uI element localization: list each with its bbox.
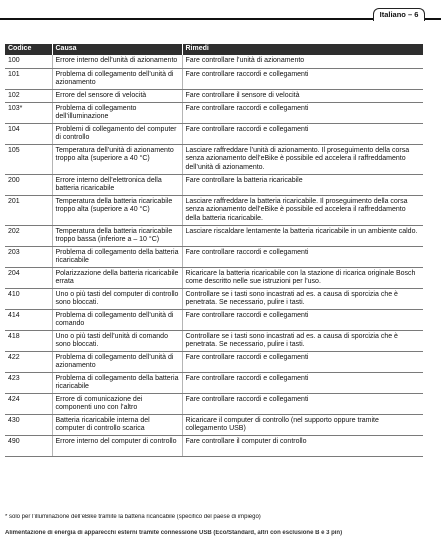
remedy-cell: Fare controllare raccordi e collegamenti bbox=[182, 246, 423, 267]
table-row bbox=[5, 435, 423, 456]
remedy-cell: Fare controllare l’unità di azionamento bbox=[182, 55, 423, 68]
cause-cell: Problemi di collegamento del computer di controllo bbox=[52, 123, 182, 144]
cause-cell: Uno o più tasti del computer di controllo sono bloccati. bbox=[52, 288, 182, 309]
page-header bbox=[0, 0, 441, 24]
code-cell: 424 bbox=[5, 393, 52, 414]
cause-cell: Problema di collegamento dell’illuminazione bbox=[52, 102, 182, 123]
code-cell: 101 bbox=[5, 68, 52, 89]
error-code-table-wrap bbox=[5, 44, 423, 457]
table-row bbox=[5, 144, 423, 174]
table-header-row bbox=[5, 44, 423, 55]
cause-cell: Problema di collegamento della batteria ricaricabile bbox=[52, 246, 182, 267]
cut-off-heading: Alimentazione di energia di apparecchi esterni tramite connessione USB (Eco/Standard, altri con esclusione B e 3 pin) bbox=[5, 530, 343, 536]
code-cell: 201 bbox=[5, 195, 52, 225]
code-cell: 430 bbox=[5, 414, 52, 435]
header-cause: Causa bbox=[52, 44, 182, 55]
remedy-cell: Lasciare raffreddare la batteria ricaricabile. Il proseguimento della corsa senza azionamento dell’eBike è possibile ed accelera il raffreddamento della batteria ricaricabile. bbox=[182, 195, 423, 225]
table-row bbox=[5, 55, 423, 68]
cause-cell: Errore del sensore di velocità bbox=[52, 89, 182, 102]
cause-cell: Problema di collegamento dell’unità di azionamento bbox=[52, 351, 182, 372]
footnote: * solo per l’illuminazione dell’eBike tramite la batteria ricaricabile (specifico del paese di impiego) bbox=[5, 514, 261, 520]
remedy-cell: Fare controllare il computer di controllo bbox=[182, 435, 423, 456]
remedy-cell: Ricaricare la batteria ricaricabile con la stazione di ricarica originale Bosch come descritto nelle sue istruzioni per l’uso. bbox=[182, 267, 423, 288]
code-cell: 418 bbox=[5, 330, 52, 351]
table-row bbox=[5, 225, 423, 246]
table-row bbox=[5, 288, 423, 309]
table-row bbox=[5, 393, 423, 414]
remedy-cell: Lasciare riscaldare lentamente la batteria ricaricabile in un ambiente caldo. bbox=[182, 225, 423, 246]
table-row bbox=[5, 414, 423, 435]
cause-cell: Polarizzazione della batteria ricaricabile errata bbox=[52, 267, 182, 288]
code-cell: 204 bbox=[5, 267, 52, 288]
table-row bbox=[5, 195, 423, 225]
code-cell: 410 bbox=[5, 288, 52, 309]
remedy-cell: Fare controllare il sensore di velocità bbox=[182, 89, 423, 102]
remedy-cell: Ricaricare il computer di controllo (nel supporto oppure tramite collegamento USB) bbox=[182, 414, 423, 435]
code-cell: 422 bbox=[5, 351, 52, 372]
table-row bbox=[5, 123, 423, 144]
code-cell: 202 bbox=[5, 225, 52, 246]
table-row bbox=[5, 309, 423, 330]
code-cell: 102 bbox=[5, 89, 52, 102]
cause-cell: Errore di comunicazione dei componenti uno con l’altro bbox=[52, 393, 182, 414]
table-row bbox=[5, 174, 423, 195]
remedy-cell: Fare controllare raccordi e collegamenti bbox=[182, 123, 423, 144]
code-cell: 103* bbox=[5, 102, 52, 123]
remedy-cell: Fare controllare raccordi e collegamenti bbox=[182, 309, 423, 330]
code-cell: 203 bbox=[5, 246, 52, 267]
code-cell: 105 bbox=[5, 144, 52, 174]
code-cell: 104 bbox=[5, 123, 52, 144]
table-row bbox=[5, 372, 423, 393]
code-cell: 200 bbox=[5, 174, 52, 195]
table-row bbox=[5, 102, 423, 123]
cause-cell: Problema di collegamento della batteria ricaricabile bbox=[52, 372, 182, 393]
cause-cell: Temperatura della batteria ricaricabile troppo alta (superiore a 40 °C) bbox=[52, 195, 182, 225]
error-code-table bbox=[5, 44, 423, 457]
remedy-cell: Lasciare raffreddare l’unità di azionamento. Il proseguimento della corsa senza azionamento dell’eBike è possibile ed accelera il raffreddamento dell’unità di azionamento. bbox=[182, 144, 423, 174]
table-row bbox=[5, 330, 423, 351]
remedy-cell: Controllare se i tasti sono incastrati ad es. a causa di sporcizia che è penetrata. Se necessario, pulire i tasti. bbox=[182, 330, 423, 351]
code-cell: 100 bbox=[5, 55, 52, 68]
table-row bbox=[5, 351, 423, 372]
remedy-cell: Fare controllare la batteria ricaricabile bbox=[182, 174, 423, 195]
cause-cell: Errore interno dell’unità di azionamento bbox=[52, 55, 182, 68]
cause-cell: Problema di collegamento dell’unità di comando bbox=[52, 309, 182, 330]
table-row bbox=[5, 68, 423, 89]
remedy-cell: Fare controllare raccordi e collegamenti bbox=[182, 372, 423, 393]
remedy-cell: Fare controllare raccordi e collegamenti bbox=[182, 68, 423, 89]
cause-cell: Temperatura dell’unità di azionamento troppo alta (superiore a 40 °C) bbox=[52, 144, 182, 174]
table-row bbox=[5, 267, 423, 288]
remedy-cell: Controllare se i tasti sono incastrati ad es. a causa di sporcizia che è penetrata. Se necessario, pulire i tasti. bbox=[182, 288, 423, 309]
remedy-cell: Fare controllare raccordi e collegamenti bbox=[182, 102, 423, 123]
cause-cell: Uno o più tasti dell’unità di comando sono bloccati. bbox=[52, 330, 182, 351]
cause-cell: Errore interno del computer di controllo bbox=[52, 435, 182, 456]
cause-cell: Temperatura della batteria ricaricabile troppo bassa (inferiore a – 10 °C) bbox=[52, 225, 182, 246]
code-cell: 414 bbox=[5, 309, 52, 330]
remedy-cell: Fare controllare raccordi e collegamenti bbox=[182, 351, 423, 372]
header-remedy: Rimedi bbox=[182, 44, 423, 55]
header-code: Codice bbox=[5, 44, 52, 55]
page-label: Italiano – 6 bbox=[373, 8, 425, 21]
table-row bbox=[5, 89, 423, 102]
remedy-cell: Fare controllare raccordi e collegamenti bbox=[182, 393, 423, 414]
cause-cell: Problema di collegamento dell’unità di azionamento bbox=[52, 68, 182, 89]
cause-cell: Errore interno dell’elettronica della batteria ricaricabile bbox=[52, 174, 182, 195]
code-cell: 490 bbox=[5, 435, 52, 456]
code-cell: 423 bbox=[5, 372, 52, 393]
cause-cell: Batteria ricaricabile interna del computer di controllo scarica bbox=[52, 414, 182, 435]
table-row bbox=[5, 246, 423, 267]
